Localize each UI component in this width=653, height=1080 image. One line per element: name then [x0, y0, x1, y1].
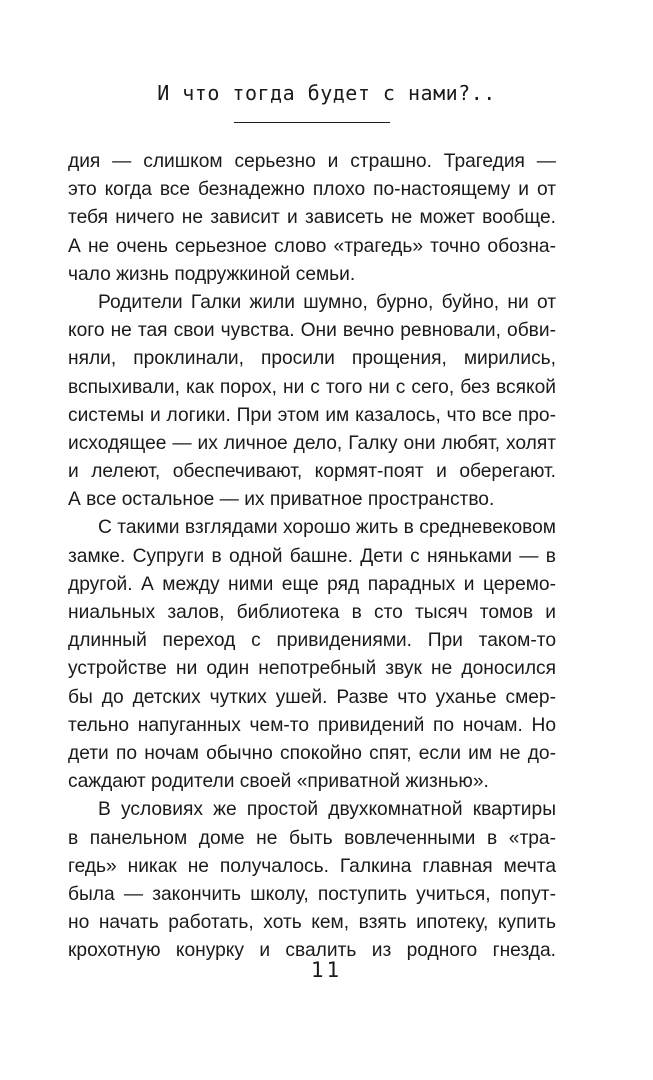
header-rule: [234, 122, 390, 123]
text-line: другой. А между ними еще ряд парадных и церемо-: [68, 573, 556, 595]
running-title: И что тогда будет с нами?..: [157, 81, 496, 105]
text-line: бы до детских чутких ушей. Разве что уханье смер-: [68, 686, 556, 708]
text-line: ниальных залов, библиотека в сто тысяч томов и: [68, 602, 556, 623]
text-line: саждают родители своей «приватной жизнью».: [68, 771, 489, 793]
text-line: А не очень серьезное слово «трагедь» точно обозна-: [68, 235, 556, 257]
text-line: крохотную конурку и свалить из родного гнезда.: [68, 940, 556, 962]
text-line: С такими взглядами хорошо жить в средневековом: [98, 517, 556, 539]
text-line: В условиях же простой двухкомнатной квартиры: [98, 799, 556, 821]
text-line: дети по ночам обычно спокойно спят, если им не до-: [68, 742, 556, 764]
page-number: 11: [310, 958, 343, 982]
text-line: была — закончить школу, поступить учиться, попут-: [68, 883, 556, 905]
text-line: но начать работать, хоть кем, взять ипотеку, купить: [68, 912, 556, 934]
text-line: устройстве ни один непотребный звук не доносился: [68, 658, 556, 680]
text-line: в панельном доме не быть вовлеченными в «тра-: [68, 827, 556, 849]
text-line: гедь» никак не получалось. Галкина главная мечта: [68, 855, 556, 877]
body-text: [68, 148, 556, 965]
text-line: няли, проклинали, просили прощения, мирились,: [68, 348, 556, 370]
text-line: длинный переход с привидениями. При таком-то: [68, 630, 556, 652]
text-line: тельно напуганных чем-то привидений по ночам. Но: [68, 714, 556, 736]
text-line: чало жизнь подружкиной семьи.: [68, 263, 356, 285]
text-line: А все остальное — их приватное пространство.: [68, 489, 495, 511]
text-line: Родители Галки жили шумно, бурно, буйно, ни от: [98, 291, 556, 313]
text-line: дия — слишком серьезно и страшно. Трагедия —: [68, 151, 556, 172]
text-line: исходящее — их личное дело, Галку они любят, холят: [68, 432, 556, 454]
text-line: системы и логики. При этом им казалось, что все про-: [68, 404, 556, 426]
text-line: замке. Супруги в одной башне. Дети с няньками — в: [68, 545, 556, 567]
text-line: тебя ничего не зависит и зависеть не может вообще.: [68, 207, 556, 229]
text-line: вспыхивали, как порох, ни с того ни с сего, без всякой: [68, 376, 556, 398]
text-line: и лелеют, обеспечивают, кормят-поят и оберегают.: [68, 461, 556, 483]
text-line: кого не тая свои чувства. Они вечно ревновали, обви-: [68, 320, 556, 342]
text-line: это когда все безнадежно плохо по-настоящему и от: [68, 179, 556, 201]
